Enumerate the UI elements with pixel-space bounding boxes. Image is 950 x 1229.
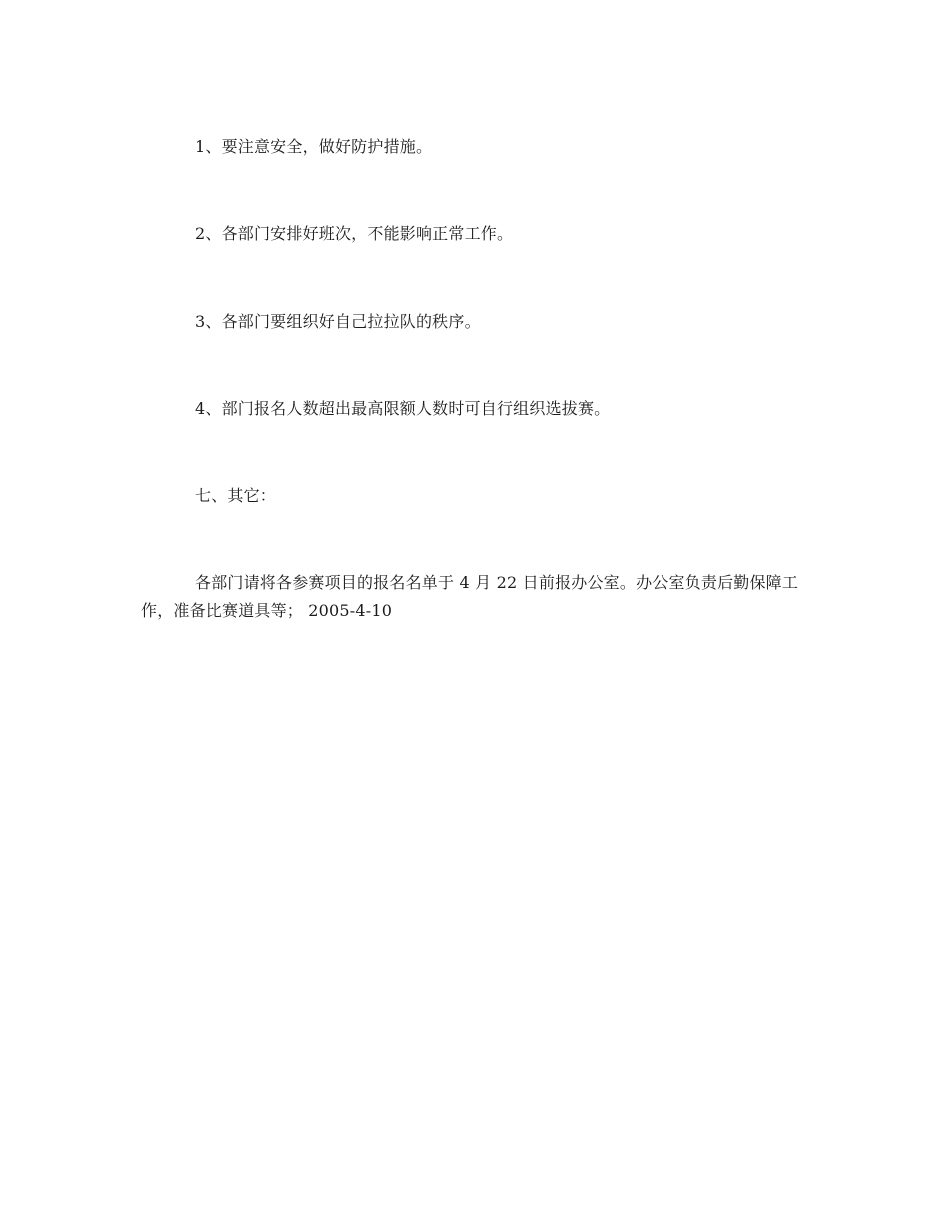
section-heading-other: 七、其它：: [195, 486, 277, 505]
item-shift-arrangement: 2、各部门安排好班次，不能影响正常工作。: [195, 224, 514, 243]
closing-paragraph: 各部门请将各参赛项目的报名名单于 4 月 22 日前报办公室。办公室负责后勤保障工作，准备比赛道具等； 2005-4-10: [141, 573, 799, 620]
item-selection-contest: 4、部门报名人数超出最高限额人数时可自行组织选拔赛。: [195, 399, 611, 418]
item-safety: 1、要注意安全，做好防护措施。: [195, 137, 433, 156]
item-cheering-squad: 3、各部门要组织好自己拉拉队的秩序。: [195, 312, 481, 331]
